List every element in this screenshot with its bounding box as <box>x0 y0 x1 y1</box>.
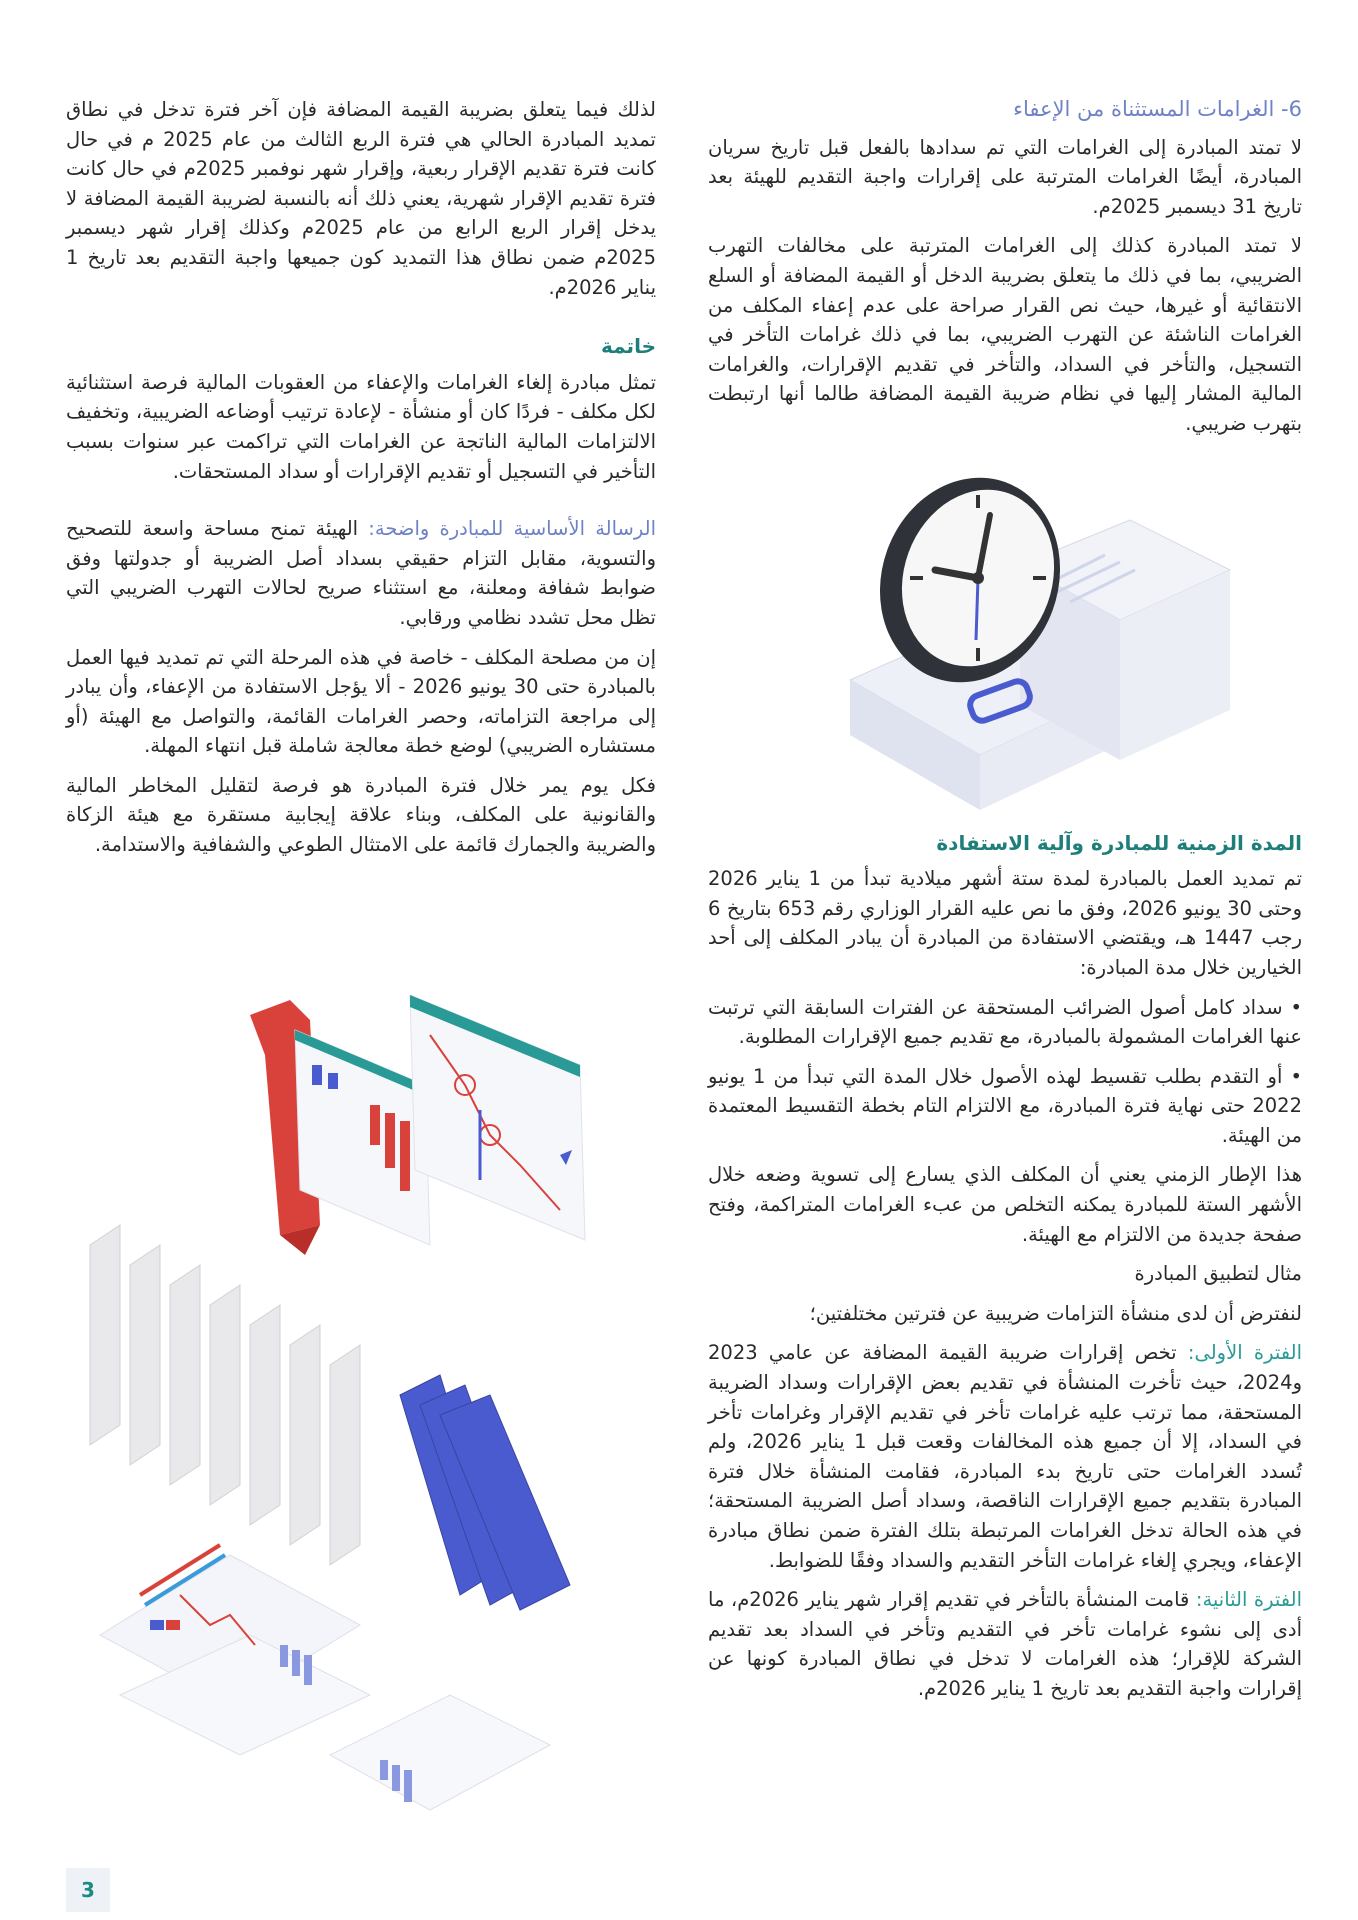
period-2-label: الفترة الثانية: <box>1195 1588 1303 1612</box>
section6-paragraph-1: لا تمتد المبادرة إلى الغرامات التي تم سدادها بالفعل قبل تاريخ سريان المبادرة، أيضًا الغرامات المترتبة على إقرارات واجبة التقديم للهيئة بعد تاريخ 31 ديسمبر 2025م. <box>708 135 1302 218</box>
timeline-heading: المدة الزمنية للمبادرة وآلية الاستفادة <box>936 830 1302 855</box>
declining-chart-icon <box>250 995 585 1255</box>
period-1-label: الفترة الأولى: <box>1187 1341 1302 1365</box>
main-message-label: الرسالة الأساسية للمبادرة واضحة: <box>368 517 656 541</box>
page-number: 3 <box>66 1868 110 1912</box>
example-intro: لنفترض أن لدى منشأة التزامات ضريبية عن فترتين مختلفتين؛ <box>809 1301 1302 1325</box>
section6-title: 6- الغرامات المستثناة من الإعفاء <box>1013 97 1302 121</box>
timeline-paragraph-1: تم تمديد العمل بالمبادرة لمدة ستة أشهر ميلادية تبدأ من 1 يناير 2026 وحتى 30 يونيو 2026، وفق ما نص عليه القرار الوزاري رقم 653 بتاريخ 6 رجب 1447 هـ، ويقتضي الاستفادة من المبادرة أن يبادر المكلف إلى أحد الخيارين خلال مدة المبادرة: <box>708 867 1302 979</box>
period-2-text: قامت المنشأة بالتأخر في تقديم إقرار شهر يناير 2026م، ما أدى إلى نشوء غرامات تأخر في التقديم وتأخر في السداد بعد تقديم الشركة للإقرار؛ هذه الغرامات لا تدخل في نطاق المبادرة كونها عن إقرارات واجبة التقديم بعد تاريخ 1 يناير 2026م. <box>708 1588 1302 1700</box>
clock-documents-illustration <box>830 470 1250 840</box>
taxpayer-interest-paragraph: إن من مصلحة المكلف - خاصة في هذه المرحلة التي تم تمديد فيها العمل بالمبادرة حتى 30 يونيو 2026 - ألا يؤجل الاستفادة من الإعفاء، وأن يبادر إلى مراجعة التزاماته، وحصر الغرامات القائمة، والتواصل مع الهيئة (أو مستشاره الضريبي) لوضع خطة معالجة شاملة قبل انتهاء المهلة. <box>66 645 656 758</box>
left-column <box>66 95 656 870</box>
period-1-paragraph <box>708 1338 1302 1575</box>
example-heading: مثال لتطبيق المبادرة <box>1134 1262 1302 1286</box>
right-column <box>708 95 1302 1714</box>
vat-scope-paragraph: لذلك فيما يتعلق بضريبة القيمة المضافة فإن آخر فترة تدخل في نطاق تمديد المبادرة الحالي هي فترة الربع الثالث من عام 2025 م في حال كانت فترة تقديم الإقرار ربعية، وإقرار شهر نوفمبر 2025م في حال كانت فترة تقديم الإقرار شهرية، يعني ذلك أنه بالنسبة لضريبة القيمة المضافة لا يدخل إقرار الربع الرابع من عام 2025م وكذلك إقرار شهر ديسمبر 2025م ضمن نطاق هذا التمديد كون جميعها واجبة التقديم بعد تاريخ 1 يناير 2026م. <box>66 98 656 299</box>
bullet-item-1: • سداد كامل أصول الضرائب المستحقة عن الفترات السابقة التي ترتبت عنها الغرامات المشمولة بالمبادرة، مع تقديم جميع الإقرارات المطلوبة. <box>708 995 1302 1049</box>
dominoes-icon <box>90 1225 570 1610</box>
section6-paragraph-2: لا تمتد المبادرة كذلك إلى الغرامات المترتبة على مخالفات التهرب الضريبي، بما في ذلك ما يتعلق بضريبة الدخل أو القيمة المضافة أو السلع الانتقائية أو غيرها، حيث نص القرار صراحة على عدم إعفاء المكلف من الغرامات الناشئة عن التهرب الضريبي، بما في ذلك غرامات التأخر في التسجيل، والتأخر في السداد، والتأخر في تقديم الإقرارات، والغرامات المالية المشار إليها في نظام ضريبة القيمة المضافة طالما أنها ارتبطت بتهرب ضريبي. <box>708 234 1302 435</box>
bullet-item-2: • أو التقدم بطلب تقسيط لهذه الأصول خلال المدة التي تبدأ من 1 يونيو 2022 حتى نهاية فترة المبادرة، مع الالتزام التام بخطة التقسيط المعتمدة من الهيئة. <box>708 1064 1302 1147</box>
period-2-paragraph <box>708 1585 1302 1703</box>
period-1-text: تخص إقرارات ضريبة القيمة المضافة عن عامي 2023 و2024، حيث تأخرت المنشأة في تقديم بعض الإقرارات وسداد الضريبة المستحقة، مما ترتب عليه غرامات تأخر في تقديم الإقرار وغرامات تأخر في السداد، إلا أن جميع هذه المخالفات وقعت قبل 1 يناير 2026، ولم تُسدد الغرامات حتى تاريخ بدء المبادرة، فقامت المنشأة خلال فترة المبادرة بتقديم جميع الإقرارات الناقصة، وسداد أصل الضريبة المستحقة؛ في هذه الحالة تدخل الغرامات المرتبطة بتلك الفترة ضمن نطاق مبادرة الإعفاء، ويجري إلغاء غرامات التأخر التقديم والسداد وفقًا للضوابط. <box>708 1341 1302 1572</box>
timeline-paragraph-2: هذا الإطار الزمني يعني أن المكلف الذي يسارع إلى تسوية وضعه خلال الأشهر الستة للمبادرة يمكنه التخلص من عبء الغرامات المتراكمة، وفتح صفحة جديدة من الالتزام مع الهيئة. <box>708 1163 1302 1246</box>
main-message-text: الهيئة تمنح مساحة واسعة للتصحيح والتسوية، مقابل التزام حقيقي بسداد أصل الضريبة أو جدولتها وفق ضوابط شفافة ومعلنة، مع استثناء صريح لحالات التهرب الضريبي التي تظل محل تشدد نظامي ورقابي. <box>66 517 656 629</box>
conclusion-heading: خاتمة <box>601 334 656 359</box>
charts-dominoes-illustration <box>80 995 640 1855</box>
main-message-paragraph <box>66 514 656 632</box>
conclusion-paragraph: تمثل مبادرة إلغاء الغرامات والإعفاء من العقوبات المالية فرصة استثنائية لكل مكلف - فردًا كان أو منشأة - لإعادة ترتيب أوضاعه الضريبية، وتخفيف الالتزامات المالية الناتجة عن الغرامات التي تراكمت عبر سنوات بسبب التأخير في التسجيل أو تقديم الإقرارات أو سداد المستحقات. <box>66 370 656 483</box>
final-paragraph: فكل يوم يمر خلال فترة المبادرة هو فرصة لتقليل المخاطر المالية والقانونية على المكلف، وبناء علاقة إيجابية مستقرة مع هيئة الزكاة والضريبة والجمارك قائمة على الامتثال الطوعي والشفافية والاستدامة. <box>66 773 656 857</box>
